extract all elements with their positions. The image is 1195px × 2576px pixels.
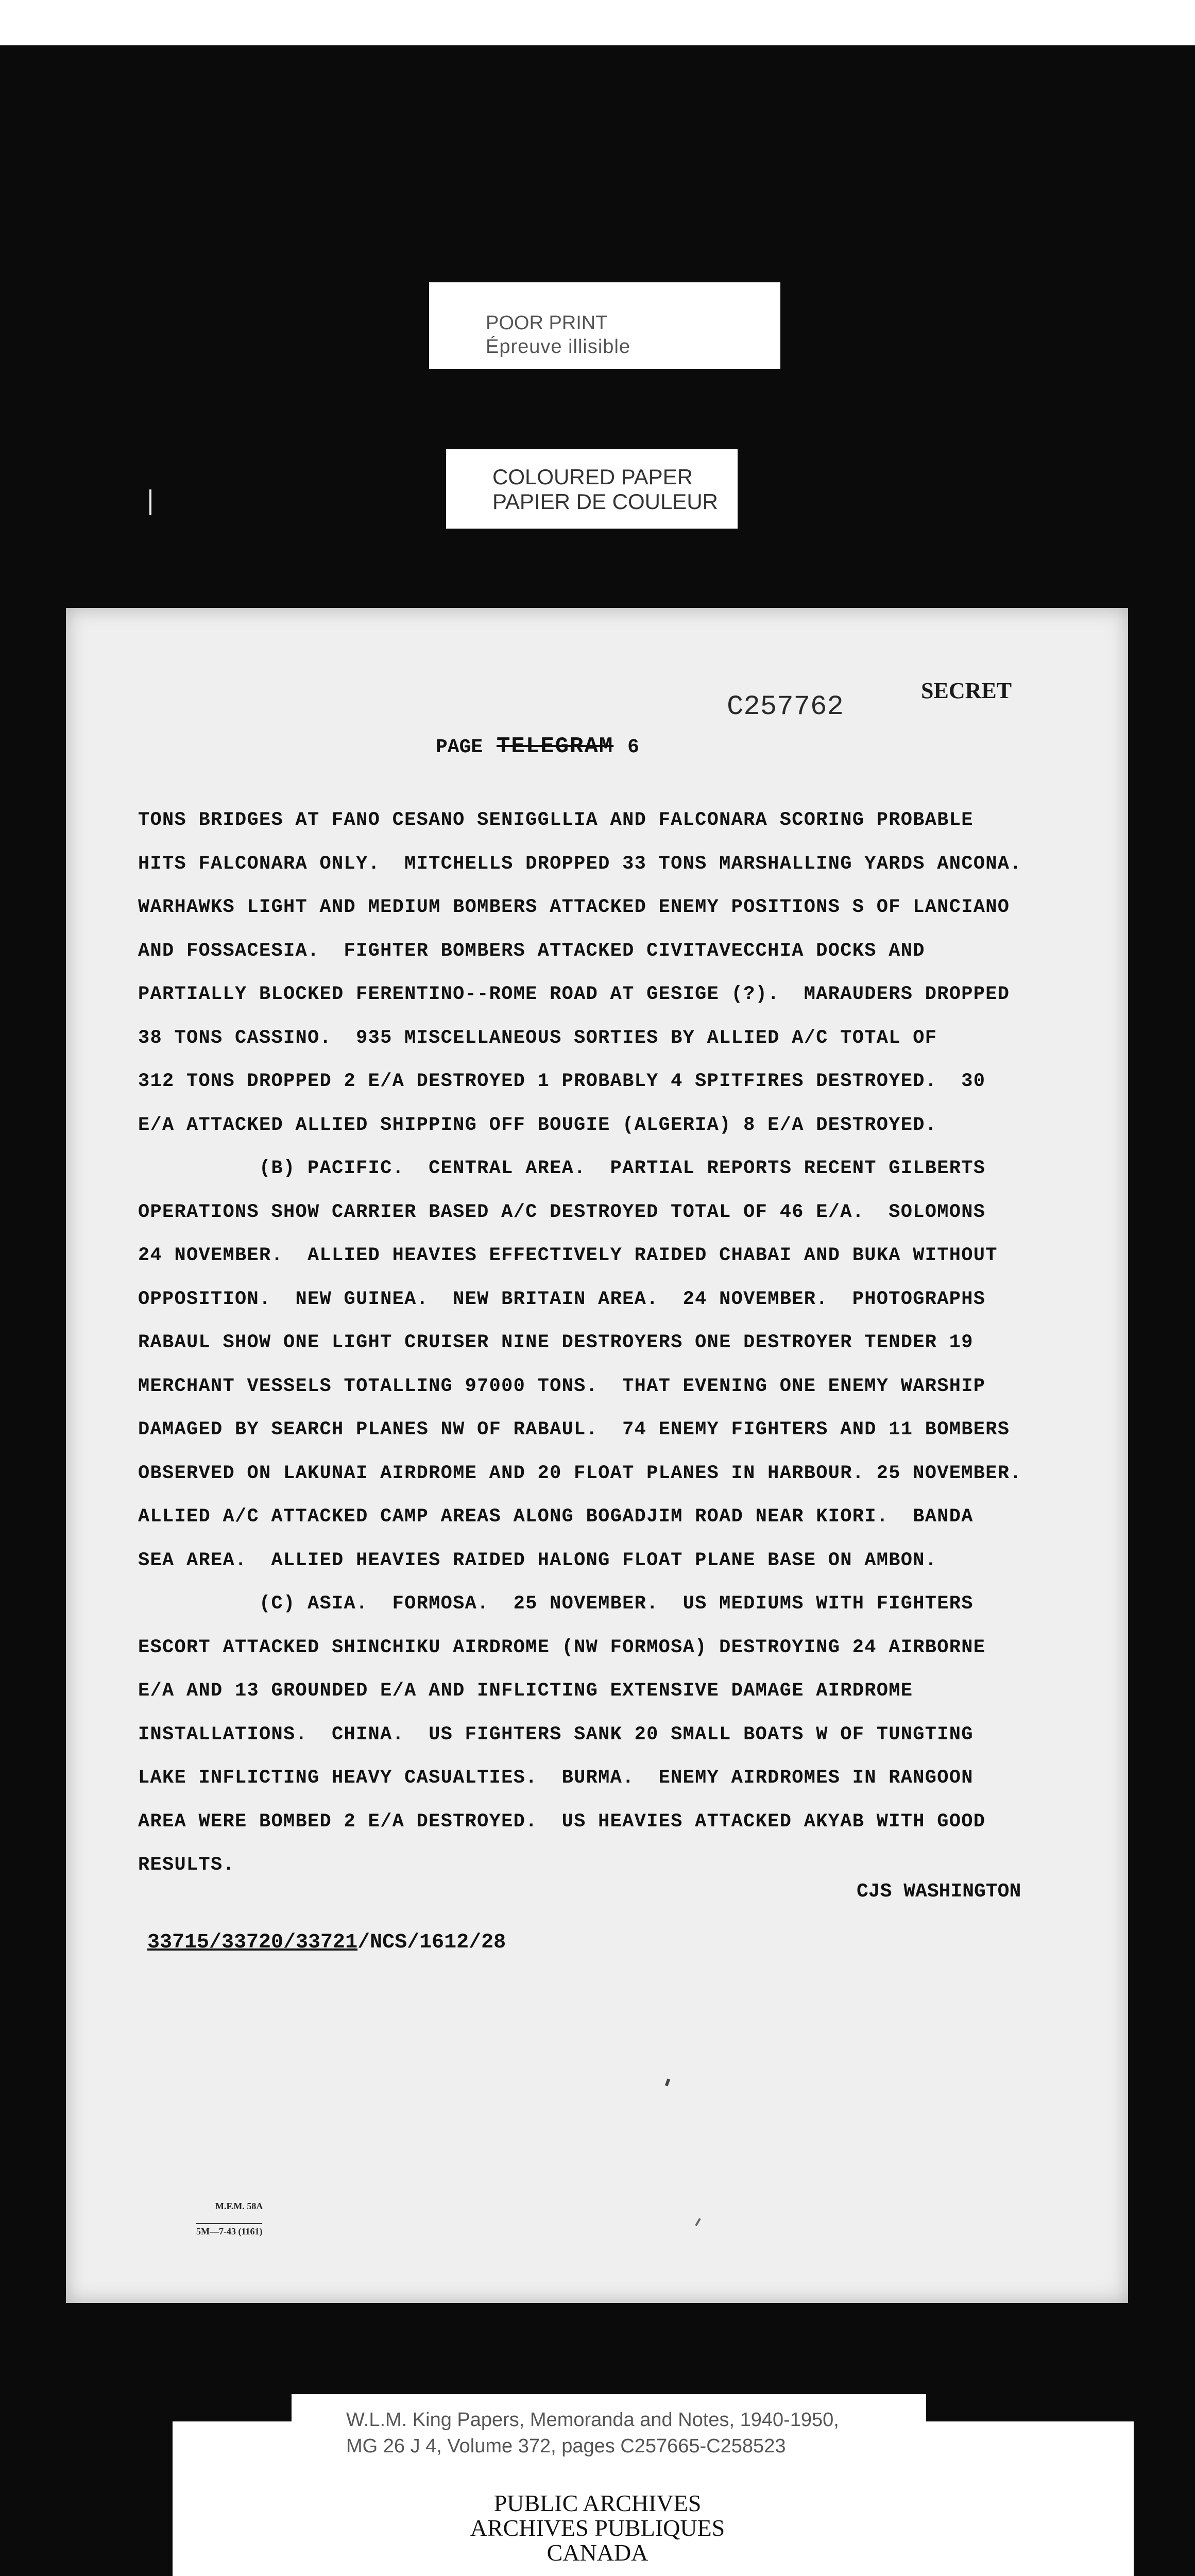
- body-line: (B) PACIFIC. CENTRAL AREA. PARTIAL REPORTS RECENT GILBERTS: [138, 1158, 986, 1179]
- archive-country: CANADA: [547, 2539, 648, 2566]
- body-line: MERCHANT VESSELS TOTALLING 97000 TONS. THAT EVENING ONE ENEMY WARSHIP: [138, 1375, 986, 1397]
- form-code: M.F.M. 58A: [215, 2201, 263, 2211]
- film-mark: [149, 489, 151, 515]
- archive-title-fr: ARCHIVES PUBLIQUES: [470, 2515, 725, 2541]
- coloured-paper-text-fr: PAPIER DE COULEUR: [492, 489, 718, 514]
- reference-rest: /NCS/1612/28: [357, 1931, 506, 1954]
- poor-print-text-en: POOR PRINT: [486, 312, 608, 334]
- body-line: OBSERVED ON LAKUNAI AIRDROME AND 20 FLOAT PLANES IN HARBOUR. 25 NOVEMBER.: [138, 1462, 1022, 1484]
- body-line: 24 NOVEMBER. ALLIED HEAVIES EFFECTIVELY RAIDED CHABAI AND BUKA WITHOUT: [138, 1245, 998, 1266]
- signature: CJS WASHINGTON: [857, 1880, 1021, 1903]
- body-line: E/A ATTACKED ALLIED SHIPPING OFF BOUGIE (ALGERIA) 8 E/A DESTROYED.: [138, 1114, 937, 1136]
- document-id: C257762: [727, 691, 844, 723]
- poor-print-label: [429, 282, 780, 369]
- body-line: WARHAWKS LIGHT AND MEDIUM BOMBERS ATTACKED ENEMY POSITIONS S OF LANCIANO: [138, 896, 1010, 918]
- body-line: OPPOSITION. NEW GUINEA. NEW BRITAIN AREA. 24 NOVEMBER. PHOTOGRAPHS: [138, 1288, 986, 1310]
- reference-underlined: 33715/33720/33721: [147, 1931, 358, 1954]
- body-line: TONS BRIDGES AT FANO CESANO SENIGGLLIA AND FALCONARA SCORING PROBABLE: [138, 809, 974, 831]
- body-line: AREA WERE BOMBED 2 E/A DESTROYED. US HEAVIES ATTACKED AKYAB WITH GOOD: [138, 1810, 986, 1833]
- form-print-code: 5M—7-43 (1161): [196, 2223, 262, 2237]
- telegram-heading: TELEGRAM: [497, 734, 614, 759]
- reference-number: [147, 1931, 506, 1954]
- archive-title-en: PUBLIC ARCHIVES: [493, 2490, 702, 2516]
- film-speck: [706, 397, 720, 408]
- stray-mark: [665, 2078, 670, 2086]
- body-line: DAMAGED BY SEARCH PLANES NW OF RABAUL. 74 ENEMY FIGHTERS AND 11 BOMBERS: [138, 1419, 1010, 1440]
- coloured-paper-text-en: COLOURED PAPER: [492, 465, 693, 489]
- body-line: HITS FALCONARA ONLY. MITCHELLS DROPPED 33 TONS MARSHALLING YARDS ANCONA.: [138, 853, 1022, 875]
- page-number: 6: [627, 736, 639, 758]
- page-heading: [436, 734, 639, 759]
- body-line: 312 TONS DROPPED 2 E/A DESTROYED 1 PROBABLY 4 SPITFIRES DESTROYED. 30: [138, 1071, 986, 1092]
- poor-print-text-fr: Épreuve illisible: [486, 336, 631, 358]
- body-line: ESCORT ATTACKED SHINCHIKU AIRDROME (NW FORMOSA) DESTROYING 24 AIRBORNE: [138, 1636, 986, 1658]
- archive-volume-line: MG 26 J 4, Volume 372, pages C257665-C258523: [346, 2435, 786, 2457]
- body-line: (C) ASIA. FORMOSA. 25 NOVEMBER. US MEDIUMS WITH FIGHTERS: [138, 1593, 974, 1615]
- telegram-body: [138, 799, 1117, 1887]
- body-line: PARTIALLY BLOCKED FERENTINO--ROME ROAD AT GESIGE (?). MARAUDERS DROPPED: [138, 984, 1010, 1005]
- body-line: E/A AND 13 GROUNDED E/A AND INFLICTING EXTENSIVE DAMAGE AIRDROME: [138, 1680, 913, 1702]
- body-line: OPERATIONS SHOW CARRIER BASED A/C DESTROYED TOTAL OF 46 E/A. SOLOMONS: [138, 1201, 986, 1223]
- body-line: SEA AREA. ALLIED HEAVIES RAIDED HALONG FLOAT PLANE BASE ON AMBON.: [138, 1549, 937, 1571]
- archive-collection-line: W.L.M. King Papers, Memoranda and Notes, 1940-1950,: [346, 2409, 839, 2431]
- classification-mark: SECRET: [921, 678, 1012, 703]
- body-line: AND FOSSACESIA. FIGHTER BOMBERS ATTACKED CIVITAVECCHIA DOCKS AND: [138, 940, 925, 962]
- stray-mark: [695, 2218, 701, 2226]
- body-line: ALLIED A/C ATTACKED CAMP AREAS ALONG BOGADJIM ROAD NEAR KIORI. BANDA: [138, 1506, 974, 1528]
- page-prefix: PAGE: [436, 736, 483, 758]
- body-line: 38 TONS CASSINO. 935 MISCELLANEOUS SORTIES BY ALLIED A/C TOTAL OF: [138, 1027, 937, 1049]
- telegram-page: [66, 608, 1128, 2303]
- body-line: RESULTS.: [138, 1854, 235, 1876]
- body-line: INSTALLATIONS. CHINA. US FIGHTERS SANK 20 SMALL BOATS W OF TUNGTING: [138, 1723, 974, 1745]
- coloured-paper-label: [446, 449, 738, 529]
- body-line: LAKE INFLICTING HEAVY CASUALTIES. BURMA. ENEMY AIRDROMES IN RANGOON: [138, 1767, 974, 1789]
- body-line: RABAUL SHOW ONE LIGHT CRUISER NINE DESTROYERS ONE DESTROYER TENDER 19: [138, 1332, 974, 1353]
